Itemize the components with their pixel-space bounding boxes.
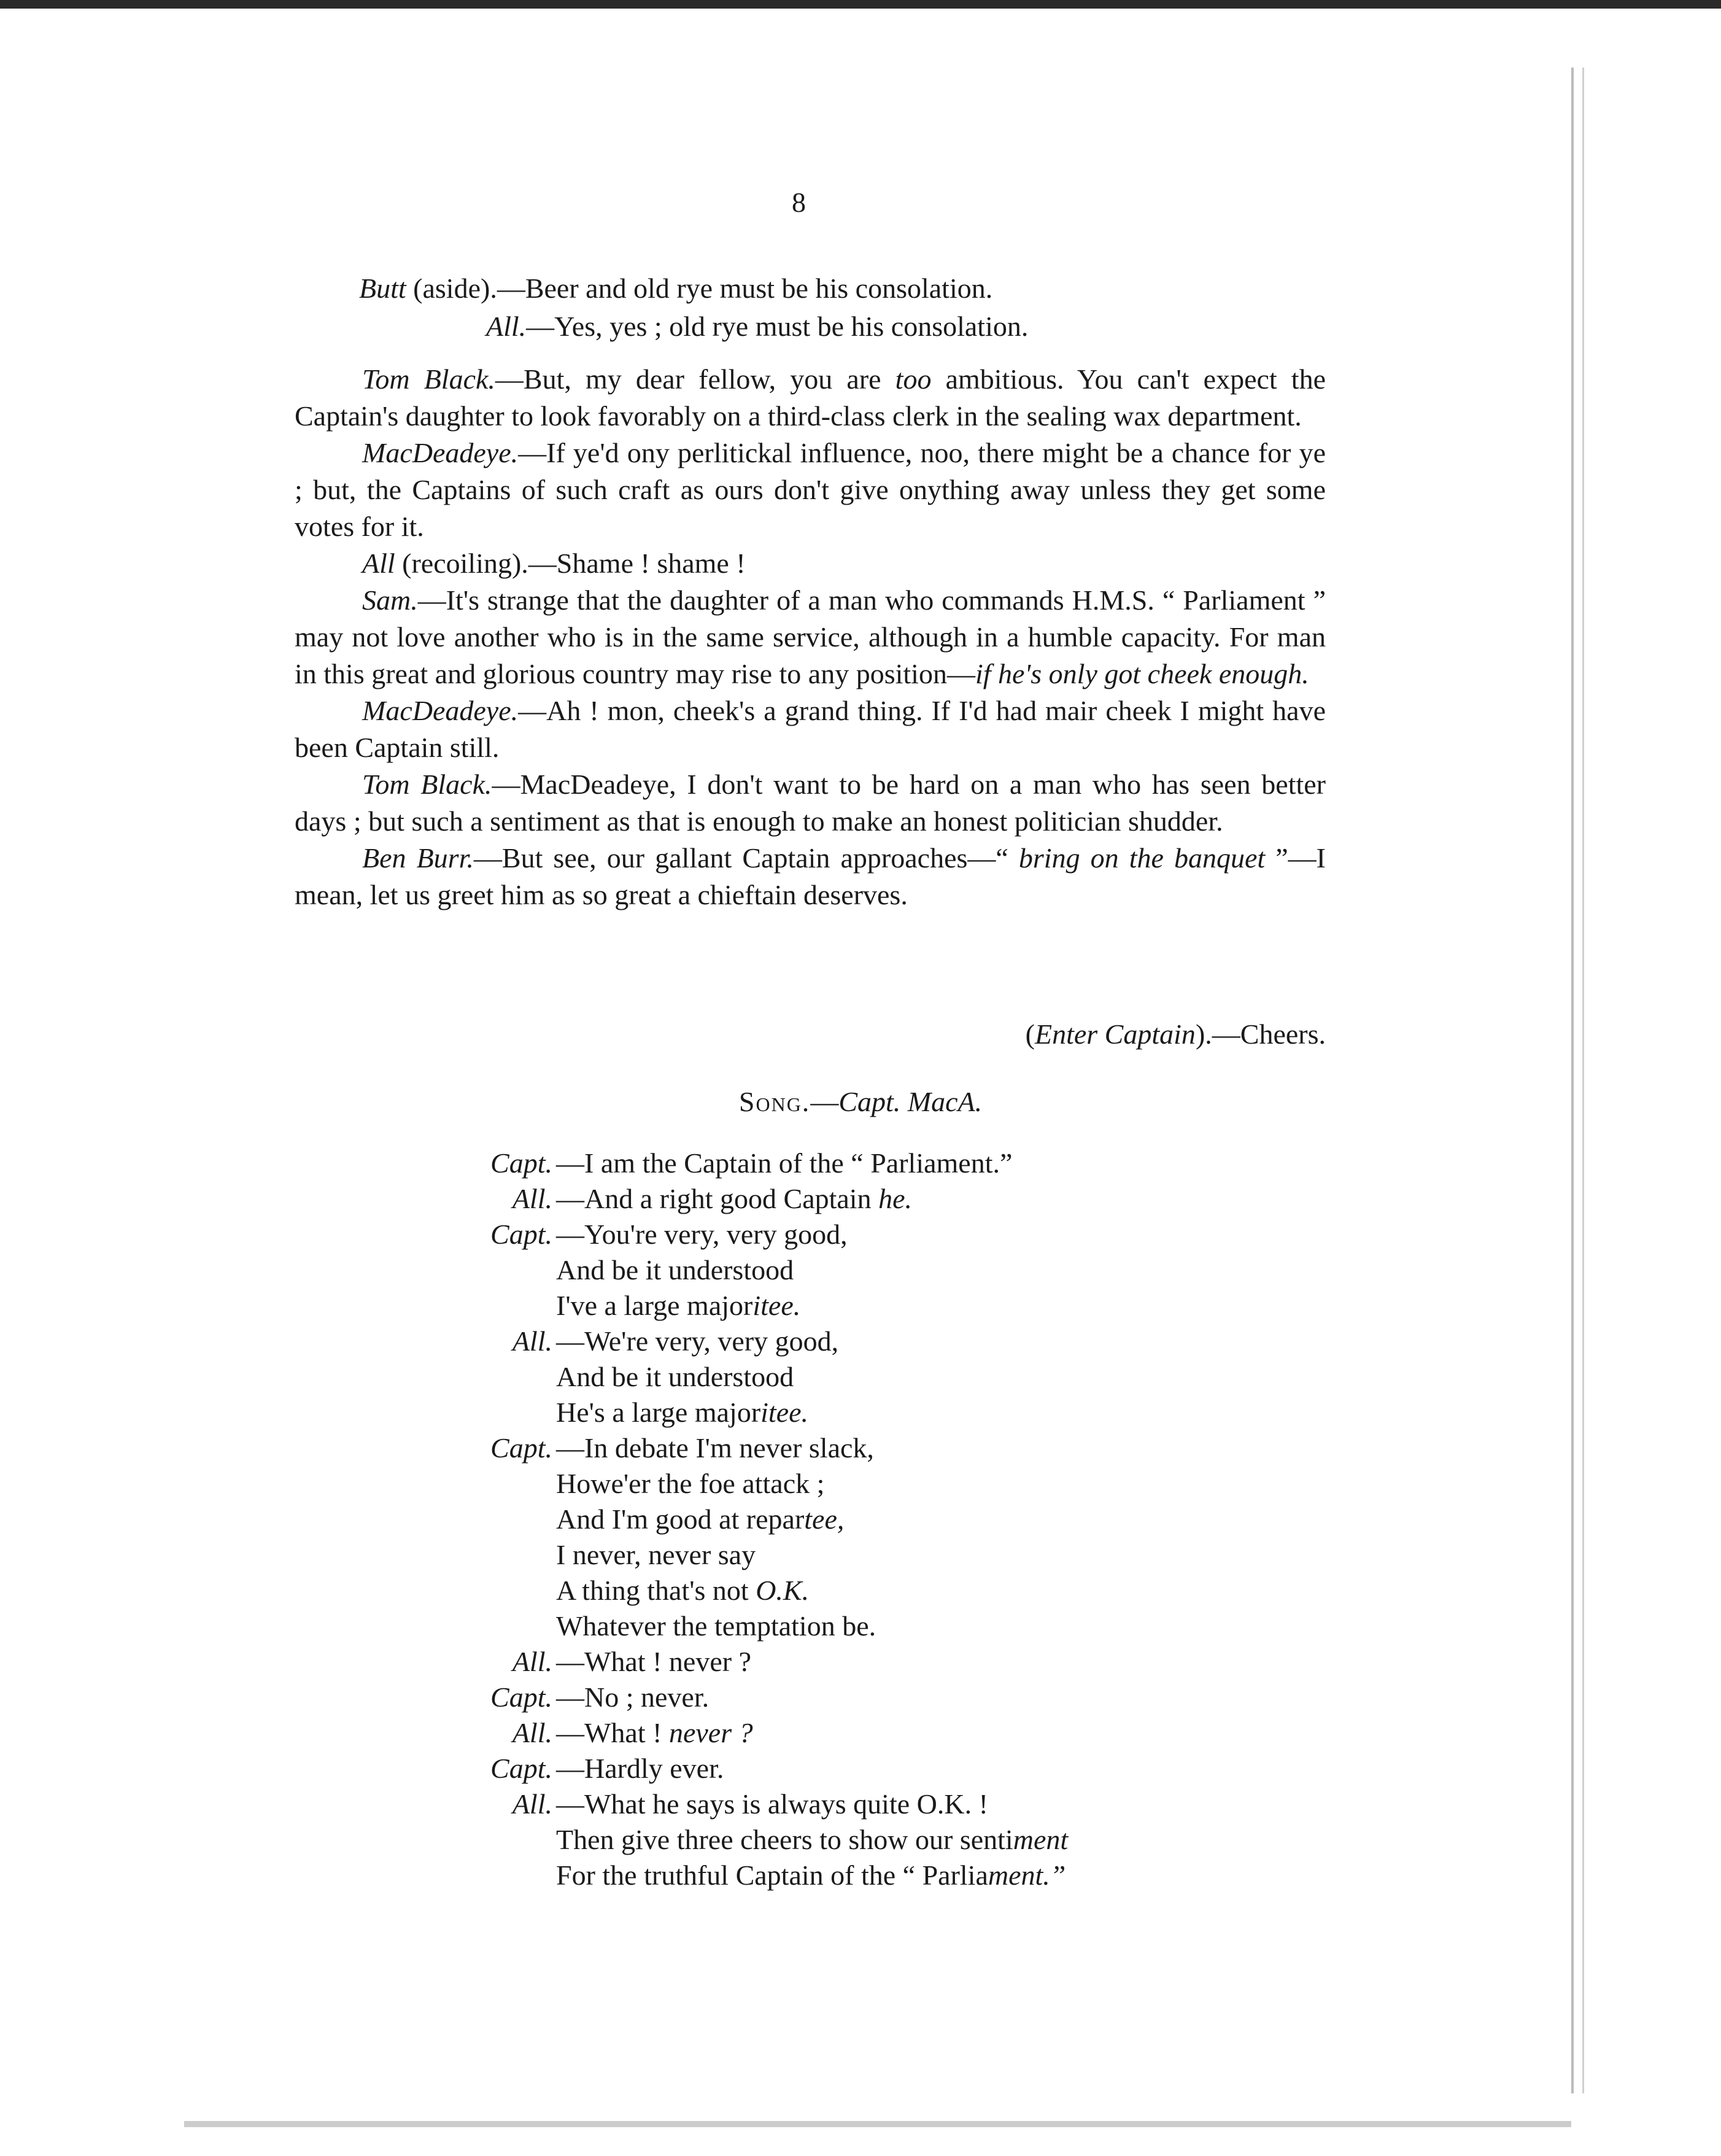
song-text: —We're very, very good, (556, 1325, 839, 1357)
song-emphasis: ment.” (988, 1859, 1066, 1891)
dialogue-text: —Ah ! mon, cheek's a grand thing. If I'd had mair cheek I might have been Captain still. (295, 695, 1326, 763)
song-label: Song. (738, 1086, 811, 1117)
song-line (368, 1394, 1350, 1430)
dialogue-block (295, 361, 1326, 913)
song-line (368, 1252, 1350, 1287)
dialogue-text: —But see, our gallant Captain approaches—“ (473, 842, 1019, 874)
speaker-name: Tom Black. (362, 363, 495, 395)
song-emphasis: itee. (760, 1397, 809, 1428)
butt-aside-line (295, 270, 1326, 307)
dialogue-paragraph (295, 766, 1326, 840)
song-text: —I am the Captain of the “ Parliament.” (556, 1147, 1013, 1179)
song-line (368, 1359, 1350, 1394)
song-line (368, 1679, 1350, 1715)
song-line (368, 1572, 1350, 1608)
song-emphasis: ment (1013, 1824, 1069, 1855)
song-line (368, 1501, 1350, 1537)
stage-note: (aside). (406, 273, 497, 304)
song-line (368, 1181, 1350, 1216)
song-text: —No ; never. (556, 1681, 710, 1713)
dialogue-text: (recoiling).—Shame ! shame ! (395, 548, 746, 579)
song-line (368, 1750, 1350, 1786)
dialogue-paragraph (295, 545, 1326, 582)
song-line (368, 1857, 1350, 1893)
song-text: I never, never say (556, 1539, 756, 1570)
stage-direction (295, 1016, 1326, 1053)
emphasis-text: bring on the banquet (1018, 842, 1266, 874)
song-emphasis: tee, (804, 1503, 845, 1535)
speaker-name: MacDeadeye. (362, 437, 519, 468)
song-dash: — (810, 1086, 839, 1117)
song-emphasis: itee. (752, 1290, 801, 1321)
speaker-name: Sam. (362, 584, 418, 616)
song-speaker: All. (512, 1325, 552, 1357)
song-line (368, 1430, 1350, 1465)
song-text: For the truthful Captain of the “ Parlia (556, 1859, 988, 1891)
speaker-name: Tom Black. (362, 769, 492, 800)
song-line (368, 1323, 1350, 1359)
dialogue-text: —But, my dear fellow, you are (495, 363, 895, 395)
song-speaker: Capt. (490, 1432, 552, 1464)
song-speaker: All. (512, 1646, 552, 1677)
speaker-name: MacDeadeye. (362, 695, 519, 726)
stage-emphasis: Enter Captain (1034, 1018, 1196, 1050)
song-lyrics (368, 1145, 1350, 1893)
song-text: —What ! (556, 1717, 669, 1748)
song-line (368, 1537, 1350, 1572)
dialogue-text: —It's strange that the daughter of a man who commands H.M.S. “ Parliament ” may not love another who is in the same service, although in a humble capacity. For man in this great and glorious country may rise to any position— (295, 584, 1326, 689)
emphasis-text: if he's only got cheek enough. (975, 658, 1309, 689)
all-line (295, 308, 1326, 345)
song-speaker: All. (512, 1717, 552, 1748)
song-line (368, 1465, 1350, 1501)
stage-paren: ( (1025, 1018, 1035, 1050)
song-line (368, 1786, 1350, 1821)
song-text: Then give three cheers to show our senti (556, 1824, 1013, 1855)
song-emphasis: he. (878, 1183, 913, 1214)
song-text: He's a large major (556, 1397, 761, 1428)
dialogue-paragraph (295, 582, 1326, 692)
dialogue-paragraph (295, 840, 1326, 913)
song-speaker: All. (512, 1183, 552, 1214)
dialogue-text: —If ye'd ony perlitickal influence, noo, there might be a chance for ye ; but, the Captains of such craft as ours don't give onything away unless they get some votes for it. (295, 437, 1326, 542)
song-speaker: Capt. (490, 1219, 552, 1250)
song-text: —Hardly ever. (556, 1753, 724, 1784)
speaker-name: Butt (359, 273, 406, 304)
dialogue-text: ambitious. You can't expect the Captain's daughter to look favorably on a third-class clerk in the sealing wax department. (295, 363, 1326, 432)
song-speaker: All. (512, 1788, 552, 1820)
song-text: Howe'er the foe attack ; (556, 1468, 825, 1499)
song-speaker: Capt. (490, 1147, 552, 1179)
song-line (368, 1821, 1350, 1857)
song-text: —What ! never ? (556, 1646, 752, 1677)
dialogue-text: ”—I mean, let us greet him as so great a chieftain deserves. (295, 842, 1326, 910)
speaker-name: All. (486, 311, 527, 342)
song-speaker: Capt. (490, 1753, 552, 1784)
dialogue-text: —MacDeadeye, I don't want to be hard on a man who has seen better days ; but such a sentiment as that is enough to make an honest politician shudder. (295, 769, 1326, 837)
dialogue-paragraph (295, 692, 1326, 766)
song-line (368, 1608, 1350, 1643)
song-text: —And a right good Captain (556, 1183, 879, 1214)
song-text: —You're very, very good, (556, 1219, 848, 1250)
song-text: And be it understood (556, 1361, 794, 1392)
song-emphasis: never ? (668, 1717, 753, 1748)
song-text: And I'm good at repar (556, 1503, 805, 1535)
stage-text: ).—Cheers. (1195, 1018, 1326, 1050)
song-text: A thing that's not (556, 1575, 756, 1606)
song-author: Capt. MacA. (838, 1086, 983, 1117)
emphasis-text: too (895, 363, 932, 395)
song-line (368, 1715, 1350, 1750)
song-heading (0, 1084, 1721, 1120)
dialogue-paragraph (295, 361, 1326, 435)
song-line (368, 1216, 1350, 1252)
page-number: 8 (792, 187, 806, 218)
song-line (368, 1287, 1350, 1323)
song-line (368, 1145, 1350, 1181)
dialogue-text: —Beer and old rye must be his consolation. (497, 273, 993, 304)
song-text: —What he says is always quite O.K. ! (556, 1788, 988, 1820)
speaker-name: All (362, 548, 395, 579)
song-text: I've a large major (556, 1290, 753, 1321)
dialogue-text: —Yes, yes ; old rye must be his consolation. (526, 311, 1029, 342)
song-text: And be it understood (556, 1254, 794, 1285)
song-speaker: Capt. (490, 1681, 552, 1713)
song-text: —In debate I'm never slack, (556, 1432, 874, 1464)
dialogue-paragraph (295, 435, 1326, 545)
song-emphasis: O.K. (756, 1575, 810, 1606)
song-text: Whatever the temptation be. (556, 1610, 876, 1642)
speaker-name: Ben Burr. (362, 842, 474, 874)
song-line (368, 1643, 1350, 1679)
